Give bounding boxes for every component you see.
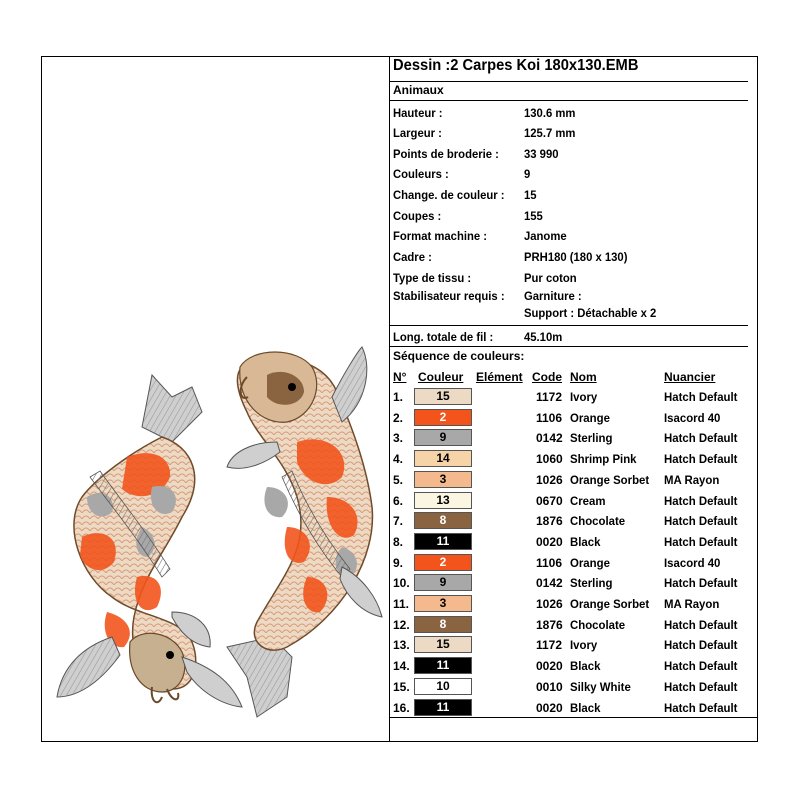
field-label: Stabilisateur requis : <box>393 289 505 303</box>
thread-code: 0010 <box>536 679 563 694</box>
table-row <box>390 449 757 469</box>
color-swatch: 3 <box>414 471 472 488</box>
thread-code: 0142 <box>536 431 563 446</box>
sequence-title: Séquence de couleurs: <box>393 349 525 363</box>
field-label: Largeur : <box>393 126 442 140</box>
color-swatch: 9 <box>414 429 472 446</box>
thread-code: 0020 <box>536 700 563 715</box>
table-row <box>390 573 757 593</box>
color-swatch: 3 <box>414 595 472 612</box>
row-number: 14. <box>393 659 410 674</box>
thread-chart: Hatch Default <box>664 659 738 674</box>
thread-name: Orange Sorbet <box>570 472 650 487</box>
koi-artwork <box>42 57 388 741</box>
right-koi <box>227 347 382 717</box>
table-row <box>390 532 757 552</box>
thread-name: Chocolate <box>570 514 626 529</box>
thread-name: Chocolate <box>570 617 626 632</box>
row-number: 11. <box>393 597 410 611</box>
field-label: Hauteur : <box>393 106 443 120</box>
table-row <box>390 491 757 511</box>
row-number: 8. <box>393 534 404 549</box>
category-rule <box>390 100 748 101</box>
thread-chart: Hatch Default <box>664 493 738 508</box>
thread-name: Shrimp Pink <box>570 452 637 467</box>
field-value: 125.7 mm <box>524 126 576 140</box>
thread-code: 0020 <box>536 659 563 674</box>
field-label: Type de tissu : <box>393 271 472 285</box>
row-number: 12. <box>393 617 410 632</box>
color-swatch: 11 <box>414 699 472 716</box>
thread-name: Ivory <box>570 638 598 653</box>
thread-code: 1106 <box>536 410 563 425</box>
table-row <box>390 677 757 697</box>
thread-chart: Isacord 40 <box>664 410 721 425</box>
thread-name: Ivory <box>570 390 598 404</box>
row-number: 5. <box>393 472 404 487</box>
field-value: 9 <box>524 167 531 181</box>
table-row <box>390 594 757 614</box>
thread-code: 1106 <box>536 555 563 570</box>
table-row <box>390 553 757 573</box>
thread-chart: Hatch Default <box>664 452 738 467</box>
color-swatch: 13 <box>414 492 472 509</box>
thread-chart: Hatch Default <box>664 700 738 715</box>
header-code: Code <box>532 370 562 384</box>
field-value: 155 <box>524 209 543 223</box>
field-label: Points de broderie : <box>393 147 499 161</box>
table-row <box>390 428 757 448</box>
thread-code: 1026 <box>536 597 563 611</box>
thread-code: 0020 <box>536 534 563 549</box>
koi-illustration <box>42 57 388 741</box>
row-number: 16. <box>393 700 410 715</box>
thread-name: Orange Sorbet <box>570 597 650 611</box>
field-value: 33 990 <box>524 147 559 161</box>
thread-code: 1172 <box>536 390 563 404</box>
thread-length-value: 45.10m <box>524 330 563 344</box>
row-number: 6. <box>393 493 404 508</box>
thread-chart: Hatch Default <box>664 534 738 549</box>
color-swatch: 14 <box>414 450 472 467</box>
thread-chart: Hatch Default <box>664 576 738 591</box>
header-element: Elément <box>476 370 523 384</box>
thread-name: Black <box>570 534 601 549</box>
field-value: Janome <box>524 229 567 243</box>
thread-name: Sterling <box>570 431 613 446</box>
thread-chart: Hatch Default <box>664 514 738 529</box>
color-swatch: 15 <box>414 388 472 405</box>
thread-name: Black <box>570 659 601 674</box>
color-swatch: 15 <box>414 636 472 653</box>
color-swatch: 2 <box>414 409 472 426</box>
thread-code: 0670 <box>536 493 563 508</box>
right-koi-eye <box>288 383 296 391</box>
header-color: Couleur <box>418 370 464 384</box>
table-bottom-rule <box>390 717 757 718</box>
field-label: Change. de couleur : <box>393 188 505 202</box>
field-label: Cadre : <box>393 250 432 264</box>
table-row <box>390 387 757 407</box>
field-label: Couleurs : <box>393 167 449 181</box>
color-swatch: 10 <box>414 678 472 695</box>
row-number: 13. <box>393 638 410 653</box>
row-number: 10. <box>393 576 410 591</box>
design-title: Dessin :2 Carpes Koi 180x130.EMB <box>393 57 639 74</box>
thread-chart: Hatch Default <box>664 431 738 446</box>
thread-name: Sterling <box>570 576 613 591</box>
thread-code: 1876 <box>536 514 563 529</box>
table-row <box>390 470 757 490</box>
color-swatch: 11 <box>414 657 472 674</box>
field-value: 15 <box>524 188 537 202</box>
thread-name: Black <box>570 700 601 715</box>
table-row <box>390 511 757 531</box>
thread-rule <box>390 346 748 347</box>
color-swatch: 9 <box>414 574 472 591</box>
field-value: Garniture : <box>524 289 582 303</box>
thread-chart: Hatch Default <box>664 617 738 632</box>
row-number: 15. <box>393 679 410 694</box>
thread-chart: Isacord 40 <box>664 555 721 570</box>
thread-chart: MA Rayon <box>664 597 720 611</box>
left-koi-eye <box>166 651 174 659</box>
color-swatch: 8 <box>414 616 472 633</box>
row-number: 1. <box>393 390 404 404</box>
thread-chart: Hatch Default <box>664 390 738 404</box>
row-number: 3. <box>393 431 404 446</box>
field-label: Coupes : <box>393 209 442 223</box>
color-swatch: 11 <box>414 533 472 550</box>
thread-name: Orange <box>570 410 610 425</box>
thread-chart: MA Rayon <box>664 472 720 487</box>
color-swatch: 8 <box>414 512 472 529</box>
thread-chart: Hatch Default <box>664 638 738 653</box>
row-number: 2. <box>393 410 404 425</box>
header-name: Nom <box>570 370 597 384</box>
thread-code: 1060 <box>536 452 563 467</box>
thread-code: 1876 <box>536 617 563 632</box>
design-category: Animaux <box>393 83 444 97</box>
row-number: 4. <box>393 452 404 467</box>
title-rule <box>390 81 748 82</box>
field-value: Pur coton <box>524 271 577 285</box>
right-koi-grey-patch <box>264 487 287 517</box>
thread-code: 1026 <box>536 472 563 487</box>
left-koi <box>57 375 242 707</box>
thread-code: 0142 <box>536 576 563 591</box>
thread-name: Orange <box>570 555 610 570</box>
field-label: Format machine : <box>393 229 488 243</box>
color-swatch: 2 <box>414 554 472 571</box>
header-chart: Nuancier <box>664 370 716 384</box>
thread-name: Cream <box>570 493 606 508</box>
thread-code: 1172 <box>536 638 563 653</box>
table-row <box>390 698 757 718</box>
table-row <box>390 615 757 635</box>
thread-length-label: Long. totale de fil : <box>393 330 494 344</box>
row-number: 7. <box>393 514 404 529</box>
fields-rule <box>390 325 748 326</box>
thread-chart: Hatch Default <box>664 679 738 694</box>
row-number: 9. <box>393 555 404 570</box>
design-info-panel <box>390 57 757 741</box>
thread-name: Silky White <box>570 679 631 694</box>
field-value: PRH180 (180 x 130) <box>524 250 628 264</box>
table-row <box>390 656 757 676</box>
table-row <box>390 635 757 655</box>
header-num: N° <box>393 370 407 384</box>
field-value: 130.6 mm <box>524 106 576 120</box>
table-row <box>390 408 757 428</box>
support-value: Support : Détachable x 2 <box>524 306 657 320</box>
